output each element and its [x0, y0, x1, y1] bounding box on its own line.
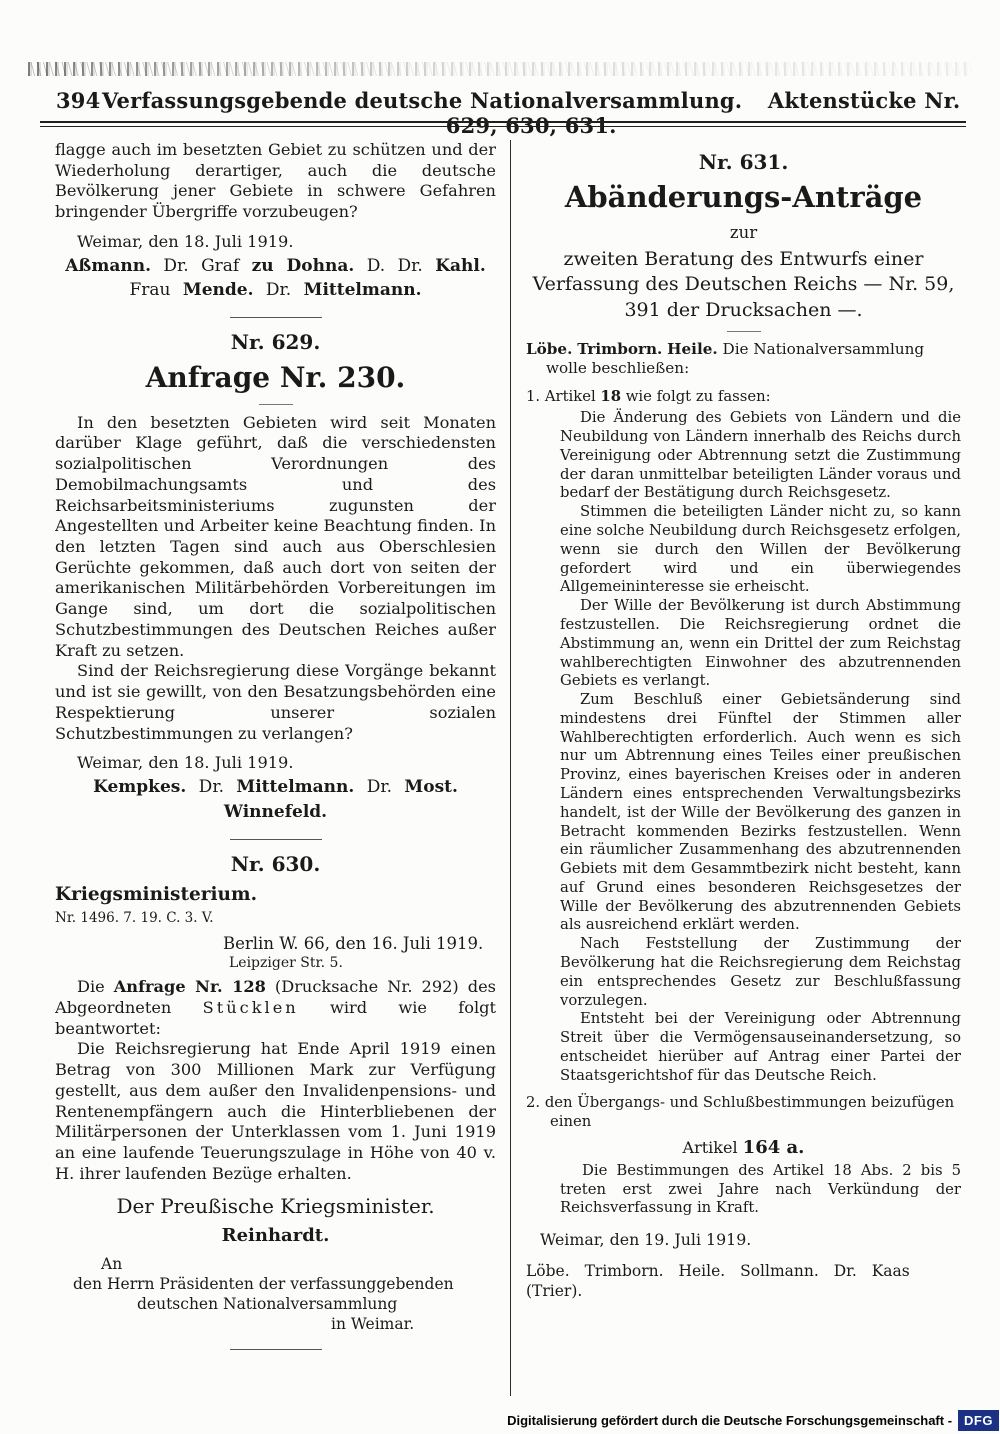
article-164a-heading: Artikel 164 a.	[682, 1137, 805, 1159]
signature-line: Aßmann. Dr. Graf zu Dohna. D. Dr. Kahl.	[65, 255, 486, 276]
dateline: Weimar, den 19. Juli 1919.	[540, 1230, 752, 1250]
section-subtitle: zweiten Beratung des Entwurfs einer Verfassung des Deutschen Reichs — Nr. 59, 391 der Drucksachen —.	[532, 248, 955, 321]
signature-line: Löbe. Trimborn. Heile. Sollmann. Dr. Kaas (Trier).	[526, 1262, 910, 1300]
dateline: Weimar, den 18. Juli 1919.	[77, 231, 294, 251]
recipient-line: den Herrn Präsidenten der verfassunggebenden	[73, 1274, 454, 1293]
recipient-line: deutschen Nationalversammlung	[137, 1294, 398, 1313]
paper-edge-texture	[28, 62, 972, 76]
article-18-text	[560, 409, 961, 1085]
signature-line: Winnefeld.	[223, 801, 328, 822]
section-divider	[230, 317, 322, 318]
section-title: Abänderungs-Anträge	[564, 180, 923, 215]
subtitle-connector: zur	[729, 223, 758, 243]
body-paragraph: Sind der Reichsregierung diese Vorgänge bekannt und ist sie gewillt, von den Besatzungsbehörden eine Respektierung unserer sozialen Schutzbestimmungen zu verlangen?	[55, 661, 496, 743]
header-double-rule	[40, 121, 966, 127]
section-nr631	[526, 150, 961, 1302]
signature-line: Frau Mende. Dr. Mittelmann.	[129, 280, 422, 301]
dateline: Weimar, den 18. Juli 1919.	[77, 753, 294, 773]
page-header	[56, 88, 962, 138]
section-nr630	[55, 852, 496, 1335]
dfg-logo: DFG	[958, 1410, 999, 1431]
article-paragraph: Zum Beschluß einer Gebietsänderung sind mindestens drei Fünftel der Stimmen aller Wahlberechtigten erforderlich. Auch wenn es sich nur um Abtrennung eines Teiles einer preußischen Provinz, eines bayerischen Kreises oder in anderen Ländern eines entsprechenden Verwaltungsbezirks handelt, ist der Wille der Bevölkerung des ganzen in Betracht kommenden Bezirks festzustellen. Wenn ein räumlicher Zusammenhang des abzutrennenden Gebiets mit dem Gesammtbezirk nicht besteht, kann auf Grund eines besonderen Reichsgesetzes der Wille der Bevölkerung des abzutrennenden Gebiets als ausreichend erklärt werden.	[560, 691, 961, 934]
article-paragraph: Entsteht bei der Vereinigung oder Abtrennung Streit über die Vermögensauseinandersetzung, so entscheidet hierüber auf Antrag einer Partei der Staatsgerichtshof für das Deutsche Reich.	[560, 1010, 961, 1084]
left-column	[55, 140, 511, 1396]
section-divider	[230, 839, 322, 840]
article-paragraph: Die Bestimmungen des Artikel 18 Abs. 2 bis 5 treten erst zwei Jahre nach Verkündung der Reichsverfassung in Kraft.	[560, 1161, 961, 1217]
section-nr629	[55, 330, 496, 823]
document-number: Nr. 629.	[230, 330, 321, 355]
section-title: Anfrage Nr. 230.	[145, 360, 406, 394]
section-divider	[230, 1349, 322, 1350]
title-divider	[727, 331, 761, 332]
article-paragraph: Die Änderung des Gebiets von Ländern und die Neubildung von Ländern innerhalb des Reichs durch Vereinigung oder Abtrennung setzt die Zustimmung der daran unmittelbar beteiligten Länder voraus und bedarf der Bestätigung durch Reichsgesetz.	[560, 409, 961, 502]
intro-paragraph: flagge auch im besetzten Gebiet zu schützen und der Wiederholung derartiger, auch die deutsche Bevölkerung jener Gebiete in schwere Gefahren bringender Übergriffe vorzubeugen?	[55, 140, 496, 222]
page-number: 394	[56, 88, 101, 113]
motion-item-2: 2. den Übergangs- und Schlußbestimmungen beizufügen einen	[526, 1094, 955, 1131]
place-date-block	[223, 933, 496, 973]
article-paragraph: Stimmen die beteiligten Länder nicht zu, so kann eine solche Neubildung durch Reichsgesetz erfolgen, wenn sie durch den Willen der Bevölkerung gefordert wird und ein überwiegendes Allgemeininteresse sie erheischt.	[560, 503, 961, 596]
document-number: Nr. 630.	[230, 851, 321, 876]
title-divider	[259, 404, 293, 405]
motion-movers: Löbe. Trimborn. Heile. Die Nationalversammlung wolle beschließen:	[526, 339, 925, 378]
minister-signature: Reinhardt.	[221, 1225, 330, 1247]
right-column	[511, 140, 961, 1396]
body-paragraph: Die Anfrage Nr. 128 (Drucksache Nr. 292) des Abgeordneten Stücklen wird wie folgt beantwortet:	[55, 977, 496, 1038]
header-titles	[100, 88, 962, 138]
body-paragraph: Die Reichsregierung hat Ende April 1919 einen Betrag von 300 Millionen Mark zur Verfügung gestellt, aus dem außer den Invalidenpensions- und Rentenempfängern auch die Hinterbliebenen der Militärpersonen der Unterklassen vom 1. Juni 1919 an eine laufende Teuerungszulage in Höhe von 40 v. H. ihrer laufenden Bezüge erhalten.	[55, 1039, 496, 1183]
motion-item-1: 1. Artikel 18 wie folgt zu fassen:	[526, 387, 771, 405]
header-issues: Aktenstücke Nr. 629, 630, 631.	[445, 88, 961, 138]
closing-title: Der Preußische Kriegsminister.	[116, 1194, 435, 1219]
header-title: Verfassungsgebende deutsche Nationalversammlung.	[101, 88, 743, 113]
digitization-credit: Digitalisierung gefördert durch die Deutsche Forschungsgemeinschaft -	[507, 1413, 953, 1428]
article-paragraph: Der Wille der Bevölkerung ist durch Abstimmung festzustellen. Die Reichsregierung ordnet die Abstimmung an, wenn ein Drittel der zum Reichstag wahlberechtigten Einwohner des abzutrennenden Gebiets es verlangt.	[560, 597, 961, 690]
recipient-line: in Weimar.	[331, 1314, 415, 1333]
signature-line: Kempkes. Dr. Mittelmann. Dr. Most.	[93, 777, 458, 798]
digitization-footer	[507, 1410, 1000, 1431]
street-address: Leipziger Str. 5.	[229, 955, 343, 972]
document-number: Nr. 631.	[698, 150, 789, 174]
article-paragraph: Nach Feststellung der Zustimmung der Bevölkerung hat die Reichsregierung dem Reichstag ein entsprechendes Gesetz zur Beschlußfassung vorzulegen.	[560, 935, 961, 1009]
recipient-line: An	[101, 1255, 123, 1274]
place-dateline: Berlin W. 66, den 16. Juli 1919.	[223, 934, 484, 954]
body-paragraph: In den besetzten Gebieten wird seit Monaten darüber Klage geführt, daß die verschiedensten sozialpolitischen Verordnungen des Demobilmachungsamts und des Reichsarbeitsministeriums zugunsten der Angestellten und Arbeiter keine Beachtung finden. In den letzten Tagen sind auch aus Oberschlesien Gerüchte gekommen, daß auch dort von seiten der amerikanischen Militärbehörden Vorbereitungen im Gange sind, um dort die sozialpolitischen Schutzbestimmungen des Deutschen Reiches außer Kraft zu setzen.	[55, 412, 496, 660]
two-column-layout	[55, 140, 961, 1396]
file-reference: Nr. 1496. 7. 19. C. 3. V.	[55, 909, 214, 926]
sender-ministry: Kriegsministerium.	[55, 884, 258, 906]
